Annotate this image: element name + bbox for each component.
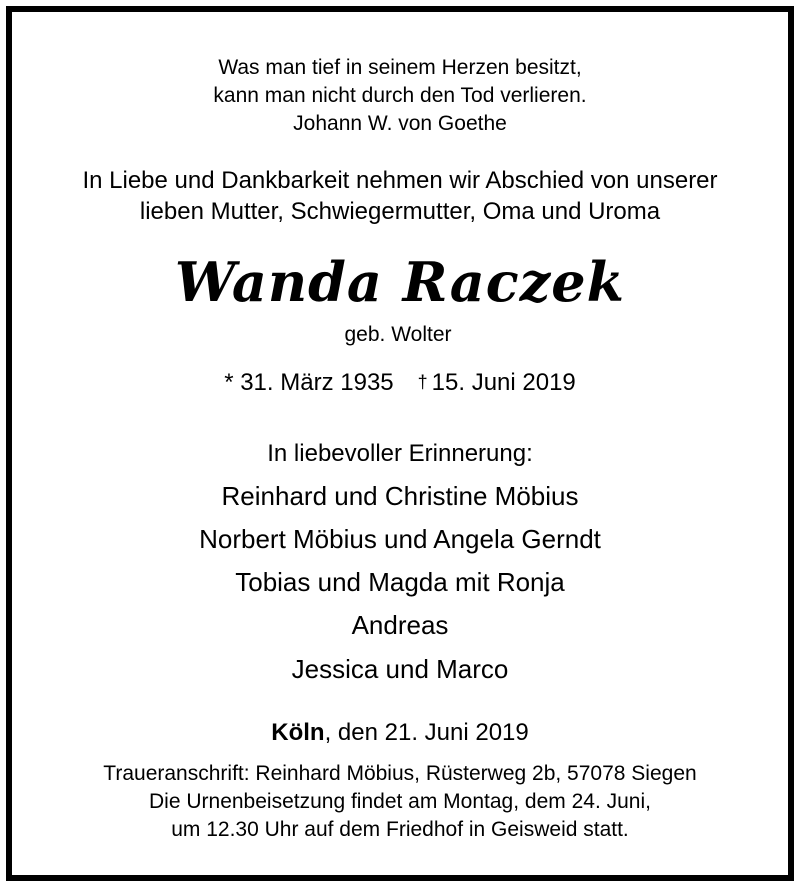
deceased-name: Wanda Raczek <box>174 250 626 314</box>
mourner-name: Norbert Möbius und Angela Gerndt <box>199 524 601 554</box>
intro-line-1: In Liebe und Dankbarkeit nehmen wir Abschied von unserer <box>82 167 718 194</box>
quote-line-2: kann man nicht durch den Tod verlieren. <box>213 84 587 107</box>
place-date <box>0 719 800 747</box>
death-date: 15. Juni 2019 <box>431 369 576 396</box>
mourner-name: Jessica und Marco <box>291 654 509 684</box>
notes-line-1: Traueranschrift: Reinhard Möbius, Rüsterweg 2b, 57078 Siegen <box>103 762 697 785</box>
date: , den 21. Juni 2019 <box>324 719 529 746</box>
intro-line-2: lieben Mutter, Schwiegermutter, Oma und Uroma <box>139 198 661 225</box>
notes-line-2: Die Urnenbeisetzung findet am Montag, dem 24. Juni, <box>149 790 651 813</box>
cross-symbol: † <box>417 372 428 392</box>
place: Köln <box>271 719 325 746</box>
mourner-name: Tobias und Magda mit Ronja <box>235 567 565 597</box>
mourners-heading: In liebevoller Erinnerung: <box>267 440 533 467</box>
mourner-name: Andreas <box>351 610 449 640</box>
quote-line-1: Was man tief in seinem Herzen besitzt, <box>218 56 582 79</box>
mourner-name: Reinhard und Christine Möbius <box>221 481 579 511</box>
quote-author: Johann W. von Goethe <box>293 112 507 135</box>
notes-line-3: um 12.30 Uhr auf dem Friedhof in Geisweid statt. <box>171 818 629 841</box>
birth-date: * 31. März 1935 <box>224 369 394 396</box>
life-dates <box>0 369 800 397</box>
birth-name: geb. Wolter <box>344 323 452 346</box>
